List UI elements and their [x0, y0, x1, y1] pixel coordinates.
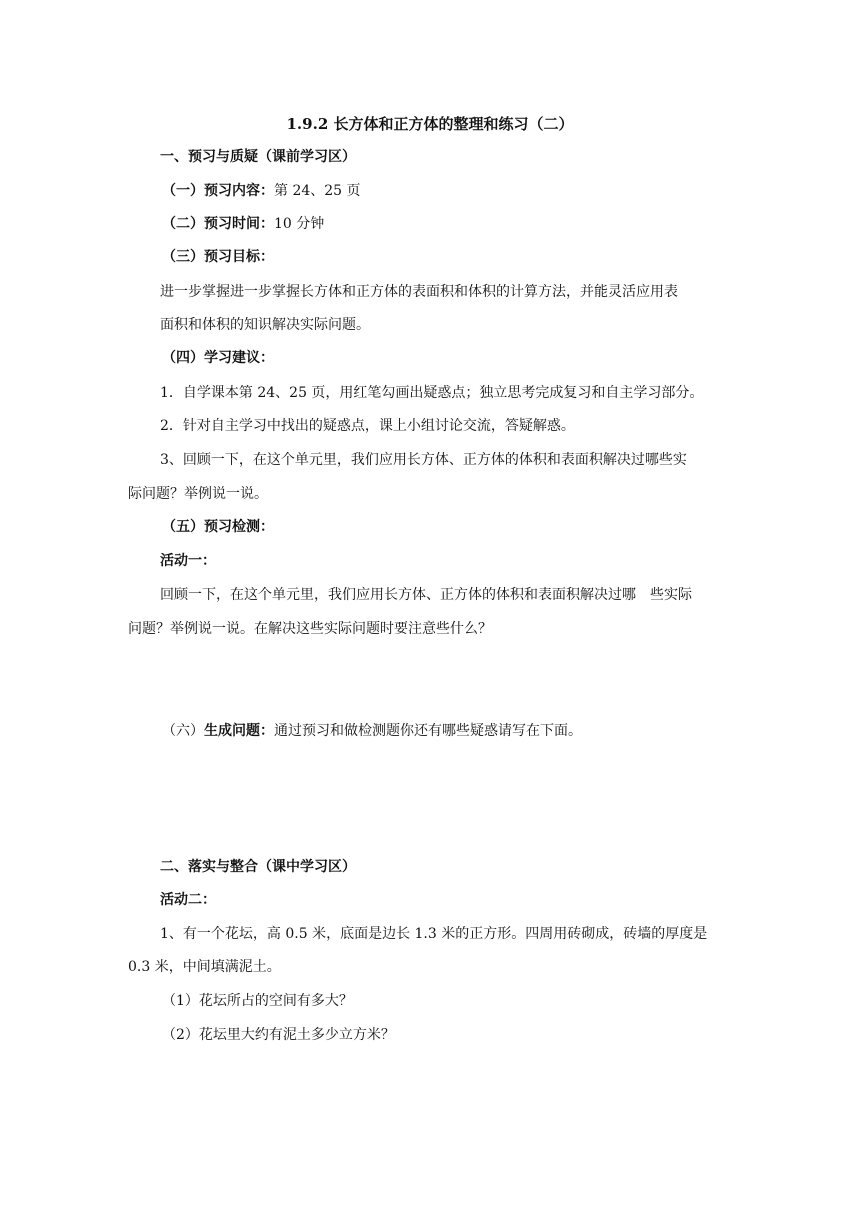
section1-heading: 一、预习与质疑（课前学习区）	[160, 149, 356, 165]
page-title: 1.9.2 长方体和正方体的整理和练习（二）	[286, 115, 574, 133]
generate-question-value: 通过预习和做检测题你还有哪些疑惑请写在下面。	[274, 723, 582, 739]
preview-goal-line2: 面积和体积的知识解决实际问题。	[160, 317, 370, 333]
question-2: （2）花坛里大约有泥土多少立方米？	[162, 1027, 395, 1043]
problem-line2: 0.3 米，中间填满泥土。	[128, 959, 281, 975]
preview-content-value: 第 24、25 页	[274, 183, 361, 199]
preview-check-label: （五）预习检测：	[162, 519, 274, 535]
study-advice-item1: 1．自学课本第 24、25 页，用红笔勾画出疑惑点；独立思考完成复习和自主学习部分。	[160, 385, 704, 401]
preview-goal-line1: 进一步掌握进一步掌握长方体和正方体的表面积和体积的计算方法，并能灵活应用表	[160, 284, 678, 300]
activity-one-line2: 问题？举例说一说。在解决这些实际问题时要注意些什么？	[128, 621, 492, 637]
study-advice-item2: 2．针对自主学习中找出的疑惑点，课上小组讨论交流，答疑解惑。	[160, 418, 575, 434]
activity-one-line1: 回顾一下，在这个单元里，我们应用长方体、正方体的体积和表面积解决过哪 些实际	[160, 587, 692, 603]
activity-one-label: 活动一：	[160, 553, 216, 569]
activity-two-label: 活动二：	[160, 892, 216, 908]
preview-time-label: （二）预习时间：	[162, 216, 274, 232]
generate-question-label: 生成问题：	[204, 723, 274, 739]
preview-time	[162, 215, 324, 233]
preview-content	[162, 182, 361, 200]
generate-question	[162, 722, 582, 740]
section2-heading: 二、落实与整合（课中学习区）	[160, 859, 356, 875]
preview-goal-label: （三）预习目标：	[162, 249, 274, 265]
preview-content-label: （一）预习内容：	[162, 183, 274, 199]
question-1: （1）花坛所占的空间有多大？	[162, 993, 353, 1009]
preview-time-value: 10 分钟	[274, 216, 325, 232]
study-advice-item3-line2: 际问题？举例说一说。	[128, 486, 268, 502]
generate-question-prefix: （六）	[162, 723, 204, 739]
study-advice-item3-line1: 3、回顾一下，在这个单元里，我们应用长方体、正方体的体积和表面积解决过哪些实	[160, 452, 687, 468]
study-advice-label: （四）学习建议：	[162, 350, 274, 366]
problem-line1: 1、有一个花坛，高 0.5 米，底面是边长 1.3 米的正方形。四周用砖砌成，砖墙的厚度是	[160, 926, 708, 942]
